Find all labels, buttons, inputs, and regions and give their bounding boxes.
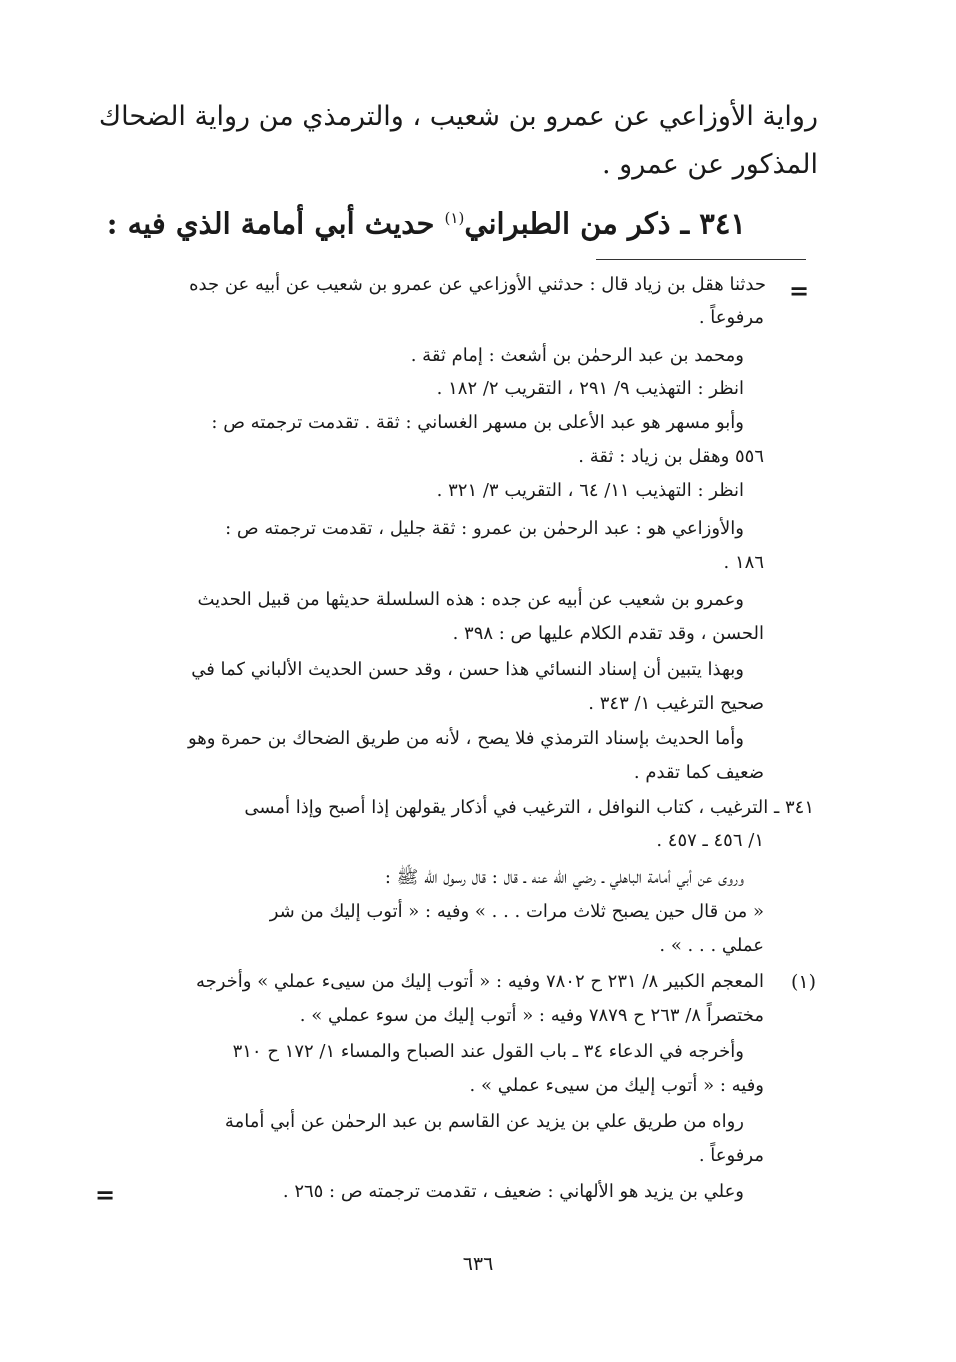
note-line-4: انظر : التهذيب ٩/ ٢٩١ ، التقريب ٢/ ١٨٢ . <box>436 378 744 399</box>
continuation-mark-bottom: = <box>94 1180 116 1209</box>
note-line-13: صحيح الترغيب ١/ ٣٤٣ . <box>588 693 764 714</box>
note-line-26: مرفوعاً . <box>698 1145 764 1166</box>
heading-footnote-ref: (١) <box>444 209 465 227</box>
main-text-line-2: المذكور عن عمرو . <box>602 149 818 180</box>
continuation-mark-top: = <box>788 276 810 305</box>
note-line-19: « من قال حين يصبح ثلاث مرات . . . » وفيه : « أتوب إليك من شر <box>269 901 764 922</box>
note-line-16: ٣٤١ ـ الترغيب ، كتاب النوافل ، الترغيب في أذكار يقولهن إذا أصبح وإذا أمسى <box>244 797 814 818</box>
note-line-23: وأخرجه في الدعاء ٣٤ ـ باب القول عند الصباح والمساء ١/ ١٧٢ ح ٣١٠ <box>232 1041 744 1062</box>
footnote-separator <box>596 259 806 260</box>
note-line-25: رواه من طريق علي بن يزيد عن القاسم بن عبد الرحمٰن عن أبي أمامة <box>224 1111 744 1132</box>
note-line-20: عملي . . . » . <box>659 935 764 956</box>
note-line-11: الحسن ، وقد تقدم الكلام عليها ص : ٣٩٨ . <box>452 623 764 644</box>
note-line-10: وعمرو بن شعيب عن أبيه عن جده : هذه السلسلة حديثها من قبيل الحديث <box>197 589 744 610</box>
note-line-24: وفيه : « أتوب إليك من سيىء عملي » . <box>469 1075 764 1096</box>
note-line-1: حدثنا هقل بن زياد قال : حدثني الأوزاعي عن عمرو بن شعيب عن أبيه عن جده <box>189 274 766 295</box>
note-line-6: ٥٥٦ وهقل بن زياد : ثقة . <box>578 446 764 467</box>
heading-text-after: حديث أبي أمامة الذي فيه : <box>106 206 445 241</box>
note-line-8: والأوزاعي هو : عبد الرحمٰن بن عمرو : ثقة جليل ، تقدمت ترجمته ص : <box>225 518 744 539</box>
page-number: ٦٣٦ <box>462 1253 494 1275</box>
note-line-18: وروى عن أبي أمامة الباهلي ـ رضي الله عنه ـ قال : قال رسول الله ﷺ : <box>384 867 744 888</box>
note-line-27: وعلي بن يزيد هو الألهاني : ضعيف ، تقدمت ترجمته ص : ٢٦٥ . <box>282 1181 744 1202</box>
note-line-21: المعجم الكبير ٨/ ٢٣١ ح ٧٨٠٢ وفيه : « أتوب إليك من سيىء عملي » وأخرجه <box>195 971 764 992</box>
note-line-9: ١٨٦ . <box>723 552 764 573</box>
note-line-14: وأما الحديث بإسناد الترمذي فلا يصح ، لأنه من طريق الضحاك بن حمرة وهو <box>187 728 744 749</box>
heading-text-before: ٣٤١ ـ ذكر من الطبراني <box>464 206 746 241</box>
note-line-22: مختصراً ٨/ ٢٦٣ ح ٧٨٧٩ وفيه : « أتوب إليك من سوء عملي » . <box>299 1005 764 1026</box>
note-line-5: وأبو مسهر هو عبد الأعلى بن مسهر الغساني : ثقة . تقدمت ترجمته ص : <box>211 412 744 433</box>
note-line-12: وبهذا يتبين أن إسناد النسائي هذا حسن ، وقد حسن الحديث الألباني كما في <box>191 659 744 680</box>
note-line-17: ١/ ٤٥٦ ـ ٤٥٧ . <box>656 830 764 851</box>
note-line-7: انظر : التهذيب ١١/ ٦٤ ، التقريب ٣/ ٣٢١ . <box>436 480 744 501</box>
footnote-marker: (١) <box>790 971 816 993</box>
section-heading <box>107 200 746 242</box>
note-line-15: ضعيف كما تقدم . <box>633 762 764 783</box>
note-line-3: ومحمد بن عبد الرحمٰن بن أشعث : إمام ثقة . <box>410 345 744 366</box>
main-text-line-1: رواية الأوزاعي عن عمرو بن شعيب ، والترمذي من رواية الضحاك <box>98 101 818 132</box>
note-line-2: مرفوعاً . <box>698 307 764 328</box>
